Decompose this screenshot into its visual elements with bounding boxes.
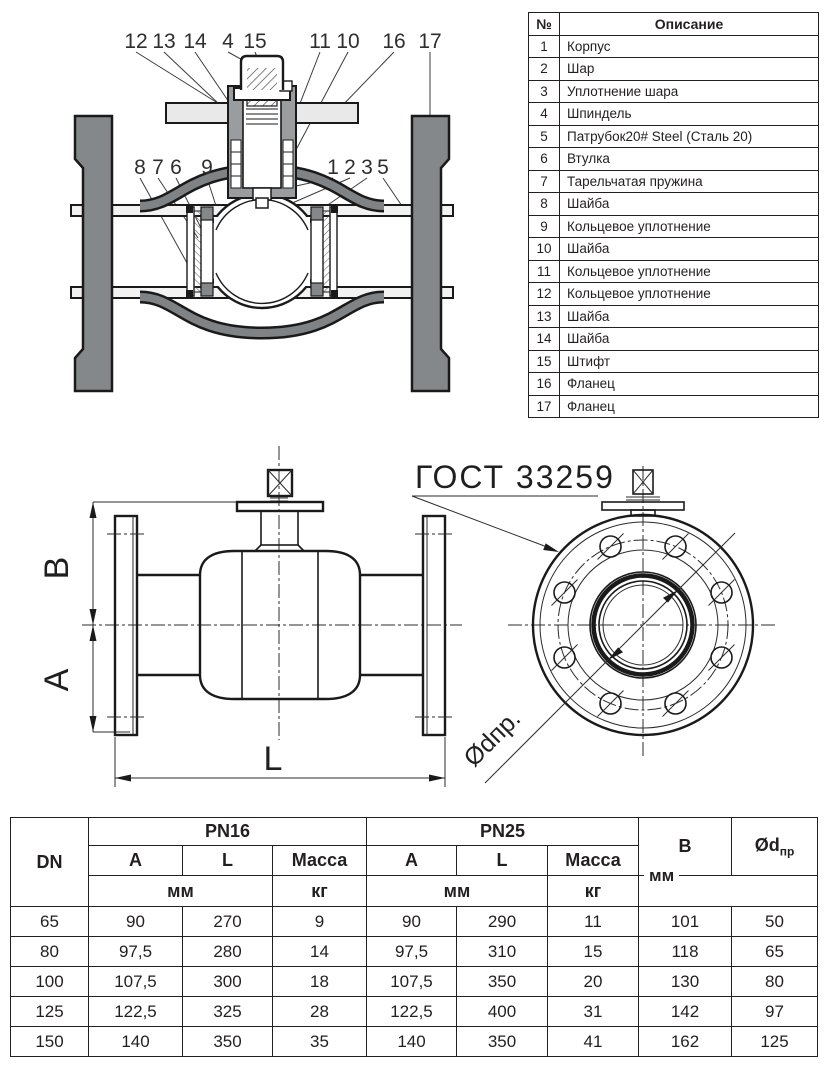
cell-dpr: 50	[732, 907, 818, 937]
spec-header-mass25: Масса	[548, 846, 639, 876]
part-desc: Тарельчатая пружина	[560, 170, 819, 193]
part-desc: Втулка	[560, 148, 819, 171]
callout-6: 6	[170, 156, 182, 179]
part-desc: Шар	[560, 58, 819, 81]
callout-11: 11	[309, 30, 331, 53]
part-num: 5	[529, 125, 560, 148]
gost-annotation	[412, 459, 615, 552]
table-row	[529, 148, 819, 171]
table-row	[11, 1027, 818, 1057]
valve-cross-section-svg	[10, 10, 520, 435]
cell-pn25-a: 90	[367, 907, 457, 937]
part-desc: Шайба	[560, 238, 819, 261]
table-row	[529, 35, 819, 58]
cell-pn25-l: 350	[457, 967, 548, 997]
table-row	[529, 373, 819, 396]
parts-table	[528, 12, 819, 418]
callout-3: 3	[361, 156, 373, 179]
front-view	[412, 459, 778, 783]
part-num: 8	[529, 193, 560, 216]
callout-7: 7	[152, 156, 164, 179]
cell-dn: 100	[11, 967, 89, 997]
part-num: 3	[529, 80, 560, 103]
part-desc: Фланец	[560, 373, 819, 396]
cell-pn25-l: 310	[457, 937, 548, 967]
part-desc: Патрубок20# Steel (Сталь 20)	[560, 125, 819, 148]
valve-cross-section-drawing	[10, 10, 520, 435]
part-desc: Корпус	[560, 35, 819, 58]
spec-header-dpr-sub: пр	[779, 844, 795, 859]
callout-13: 13	[152, 30, 176, 53]
part-desc: Шайба	[560, 193, 819, 216]
table-row	[529, 215, 819, 238]
callout-8: 8	[134, 156, 146, 179]
cell-b: 142	[639, 997, 732, 1027]
dpr-label: Ødпр.	[458, 704, 527, 773]
cell-dpr: 97	[732, 997, 818, 1027]
dpr-dimension	[485, 533, 735, 783]
cell-pn25-a: 97,5	[367, 937, 457, 967]
part-desc: Шайба	[560, 328, 819, 351]
cell-pn16-l: 300	[183, 967, 273, 997]
cell-pn25-l: 400	[457, 997, 548, 1027]
cell-pn25-a: 122,5	[367, 997, 457, 1027]
cell-pn16-l: 325	[183, 997, 273, 1027]
dim-b-label: B	[38, 556, 76, 580]
cell-pn16-a: 122,5	[89, 997, 183, 1027]
spec-header-dpr	[732, 818, 818, 876]
table-row	[529, 350, 819, 373]
cell-pn25-l: 350	[457, 1027, 548, 1057]
left-flange	[75, 116, 112, 391]
callout-5: 5	[377, 156, 389, 179]
part-desc: Шпиндель	[560, 103, 819, 126]
parts-header-desc: Описание	[560, 13, 819, 36]
cell-pn25-mass: 31	[548, 997, 639, 1027]
part-num: 7	[529, 170, 560, 193]
table-row	[529, 238, 819, 261]
part-num: 15	[529, 350, 560, 373]
table-row	[529, 260, 819, 283]
cell-pn25-mass: 20	[548, 967, 639, 997]
cell-dpr: 125	[732, 1027, 818, 1057]
callout-9: 9	[201, 156, 213, 179]
part-num: 9	[529, 215, 560, 238]
spec-header-a25: A	[367, 846, 457, 876]
cell-pn16-a: 90	[89, 907, 183, 937]
cell-pn25-a: 107,5	[367, 967, 457, 997]
spec-header-mass16: Масса	[273, 846, 367, 876]
gost-label: ГОСТ 33259	[415, 459, 615, 495]
cell-dpr: 65	[732, 937, 818, 967]
spec-header-row-1	[11, 818, 818, 846]
right-flange	[412, 116, 449, 391]
table-row	[529, 395, 819, 418]
part-num: 6	[529, 148, 560, 171]
cell-dn: 65	[11, 907, 89, 937]
part-desc: Кольцевое уплотнение	[560, 260, 819, 283]
spec-header-l16: L	[183, 846, 273, 876]
callout-14: 14	[183, 30, 207, 53]
side-view	[38, 446, 462, 787]
cell-pn16-a: 107,5	[89, 967, 183, 997]
cell-pn16-l: 350	[183, 1027, 273, 1057]
ball	[205, 194, 319, 308]
table-row	[11, 907, 818, 937]
cell-pn16-mass: 18	[273, 967, 367, 997]
part-num: 13	[529, 305, 560, 328]
spec-header-row-3	[11, 876, 818, 907]
cell-pn25-mass: 11	[548, 907, 639, 937]
part-num: 11	[529, 260, 560, 283]
cell-b: 130	[639, 967, 732, 997]
gost-leader-arrow	[543, 543, 559, 552]
spec-unit-kg25: кг	[548, 876, 639, 907]
table-row	[529, 283, 819, 306]
cell-dpr: 80	[732, 967, 818, 997]
table-row	[11, 997, 818, 1027]
part-num: 10	[529, 238, 560, 261]
cell-b: 162	[639, 1027, 732, 1057]
table-row	[529, 193, 819, 216]
spec-header-b-unit: мм	[644, 866, 679, 886]
spec-unit-kg16: кг	[273, 876, 367, 907]
callout-16: 16	[382, 30, 406, 53]
spec-header-dpr-prefix: Ød	[754, 834, 780, 855]
valve-dimension-drawings	[30, 440, 825, 805]
cell-pn25-l: 290	[457, 907, 548, 937]
part-num: 12	[529, 283, 560, 306]
table-row	[529, 305, 819, 328]
table-row	[529, 58, 819, 81]
cell-pn16-mass: 9	[273, 907, 367, 937]
dim-a-label: A	[38, 668, 76, 692]
part-desc: Штифт	[560, 350, 819, 373]
cell-pn16-mass: 14	[273, 937, 367, 967]
callout-1: 1	[327, 156, 339, 179]
cell-dn: 125	[11, 997, 89, 1027]
part-num: 1	[529, 35, 560, 58]
seat-assembly-left	[186, 205, 213, 298]
part-desc: Кольцевое уплотнение	[560, 215, 819, 238]
cell-pn16-a: 140	[89, 1027, 183, 1057]
part-desc: Кольцевое уплотнение	[560, 283, 819, 306]
seat-assembly-right	[311, 205, 338, 298]
cell-pn16-mass: 35	[273, 1027, 367, 1057]
callout-12: 12	[124, 30, 148, 53]
spec-header-pn25: PN25	[367, 818, 639, 846]
spec-unit-mm25: мм	[367, 876, 548, 907]
table-row	[529, 80, 819, 103]
callout-15: 15	[243, 30, 267, 53]
part-num: 14	[529, 328, 560, 351]
cell-dn: 80	[11, 937, 89, 967]
cell-pn16-mass: 28	[273, 997, 367, 1027]
cell-b: 118	[639, 937, 732, 967]
callout-4: 4	[222, 30, 234, 53]
spec-header-b	[639, 818, 732, 886]
spec-unit-mm16: мм	[89, 876, 273, 907]
table-row	[529, 328, 819, 351]
dimension-ba	[90, 502, 238, 732]
spec-header-dn: DN	[11, 818, 89, 907]
part-num: 17	[529, 395, 560, 418]
dim-l-label: L	[263, 740, 283, 778]
spec-table	[10, 817, 818, 1057]
spec-header-pn16: PN16	[89, 818, 367, 846]
spec-header-l25: L	[457, 846, 548, 876]
parts-header-num: №	[529, 13, 560, 36]
table-row	[529, 170, 819, 193]
cell-pn25-mass: 41	[548, 1027, 639, 1057]
table-row	[529, 103, 819, 126]
part-num: 16	[529, 373, 560, 396]
callout-2: 2	[344, 156, 356, 179]
cell-pn16-l: 280	[183, 937, 273, 967]
callout-17: 17	[418, 30, 442, 53]
cell-pn16-l: 270	[183, 907, 273, 937]
table-row	[11, 937, 818, 967]
part-desc: Фланец	[560, 395, 819, 418]
callout-10: 10	[336, 30, 360, 53]
part-num: 2	[529, 58, 560, 81]
spec-header-b-label: B	[678, 836, 692, 856]
cell-pn25-mass: 15	[548, 937, 639, 967]
table-row	[11, 967, 818, 997]
part-num: 4	[529, 103, 560, 126]
cell-pn16-a: 97,5	[89, 937, 183, 967]
stem-plate	[237, 502, 323, 511]
cell-pn25-a: 140	[367, 1027, 457, 1057]
spec-header-a16: A	[89, 846, 183, 876]
parts-header-row	[529, 13, 819, 36]
part-desc: Уплотнение шара	[560, 80, 819, 103]
cell-dn: 150	[11, 1027, 89, 1057]
part-desc: Шайба	[560, 305, 819, 328]
dimension-views-svg	[30, 440, 825, 805]
table-row	[529, 125, 819, 148]
cell-b: 101	[639, 907, 732, 937]
